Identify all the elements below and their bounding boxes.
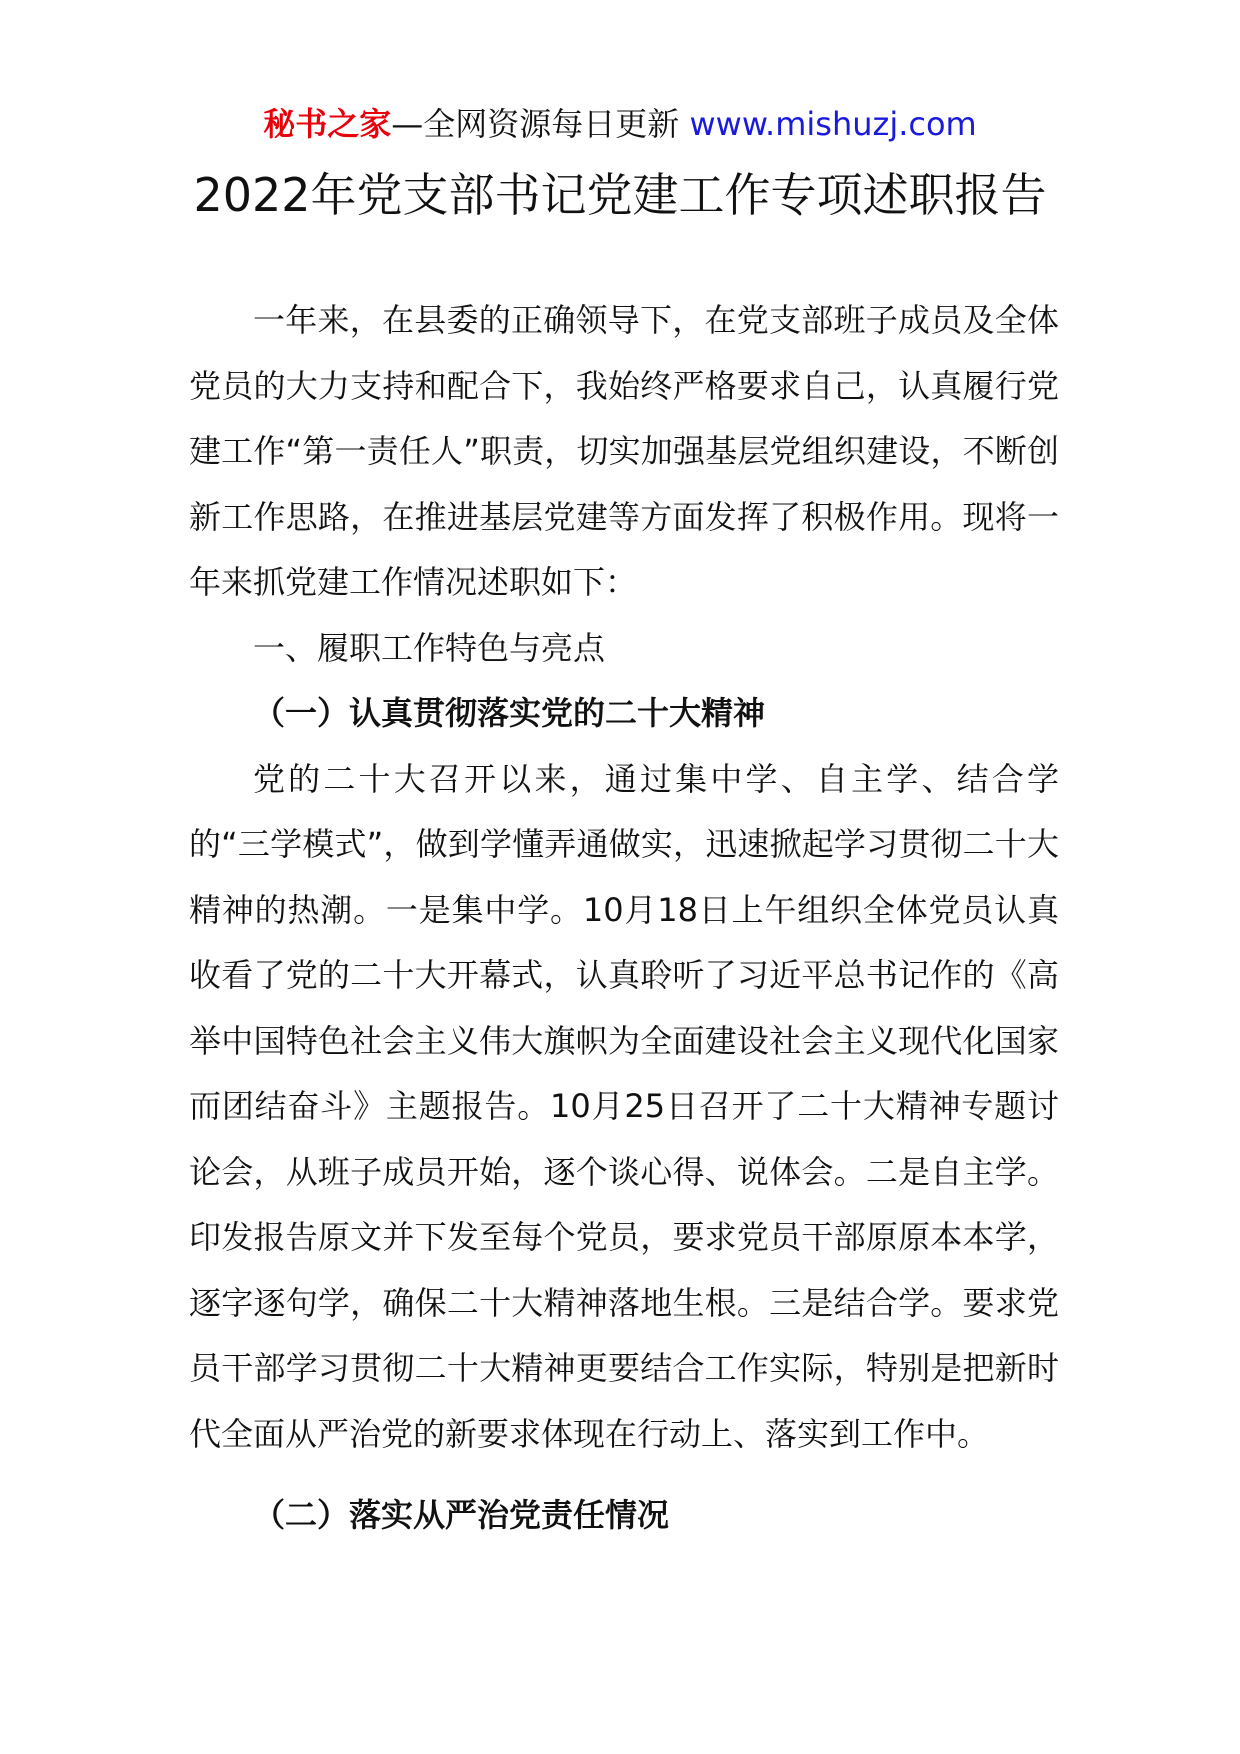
- site-brand: 秘书之家: [263, 105, 392, 143]
- document-title: 2022年党支部书记党建工作专项述职报告: [193, 168, 1047, 222]
- site-header: [0, 100, 1240, 148]
- intro-paragraph: 一年来，在县委的正确领导下，在党支部班子成员及全体党员的大力支持和配合下，我始终严格要求自己，认真履行党建工作“第一责任人”职责，切实加强基层党组织建设，不断创新工作思路，在推进基层党建等方面发挥了积极作用。现将一年来抓党建工作情况述职如下：: [189, 301, 1059, 601]
- section-heading-1: 一、履职工作特色与亮点: [253, 628, 606, 667]
- subsection-heading-1: （一）认真贯彻落实党的二十大精神: [253, 694, 766, 732]
- site-url-link[interactable]: www.mishuzj.com: [689, 105, 977, 143]
- site-tagline: —全网资源每日更新: [391, 105, 680, 143]
- document-body: [189, 288, 1059, 1549]
- subsection-1-paragraph: 党的二十大召开以来，通过集中学、自主学、结合学的“三学模式”，做到学懂弄通做实，迅速掀起学习贯彻二十大精神的热潮。一是集中学。10月18日上午组织全体党员认真收看了党的二十大开幕式，认真聆听了习近平总书记作的《高举中国特色社会主义伟大旗帜为全面建设社会主义现代化国家而团结奋斗》主题报告。10月25日召开了二十大精神专题讨论会，从班子成员开始，逐个谈心得、说体会。二是自主学。印发报告原文并下发至每个党员，要求党员干部原原本本学，逐字逐句学，确保二十大精神落地生根。三是结合学。要求党员干部学习贯彻二十大精神更要结合工作实际，特别是把新时代全面从严治党的新要求体现在行动上、落实到工作中。: [189, 759, 1059, 1453]
- subsection-heading-2: （二）落实从严治党责任情况: [253, 1496, 670, 1534]
